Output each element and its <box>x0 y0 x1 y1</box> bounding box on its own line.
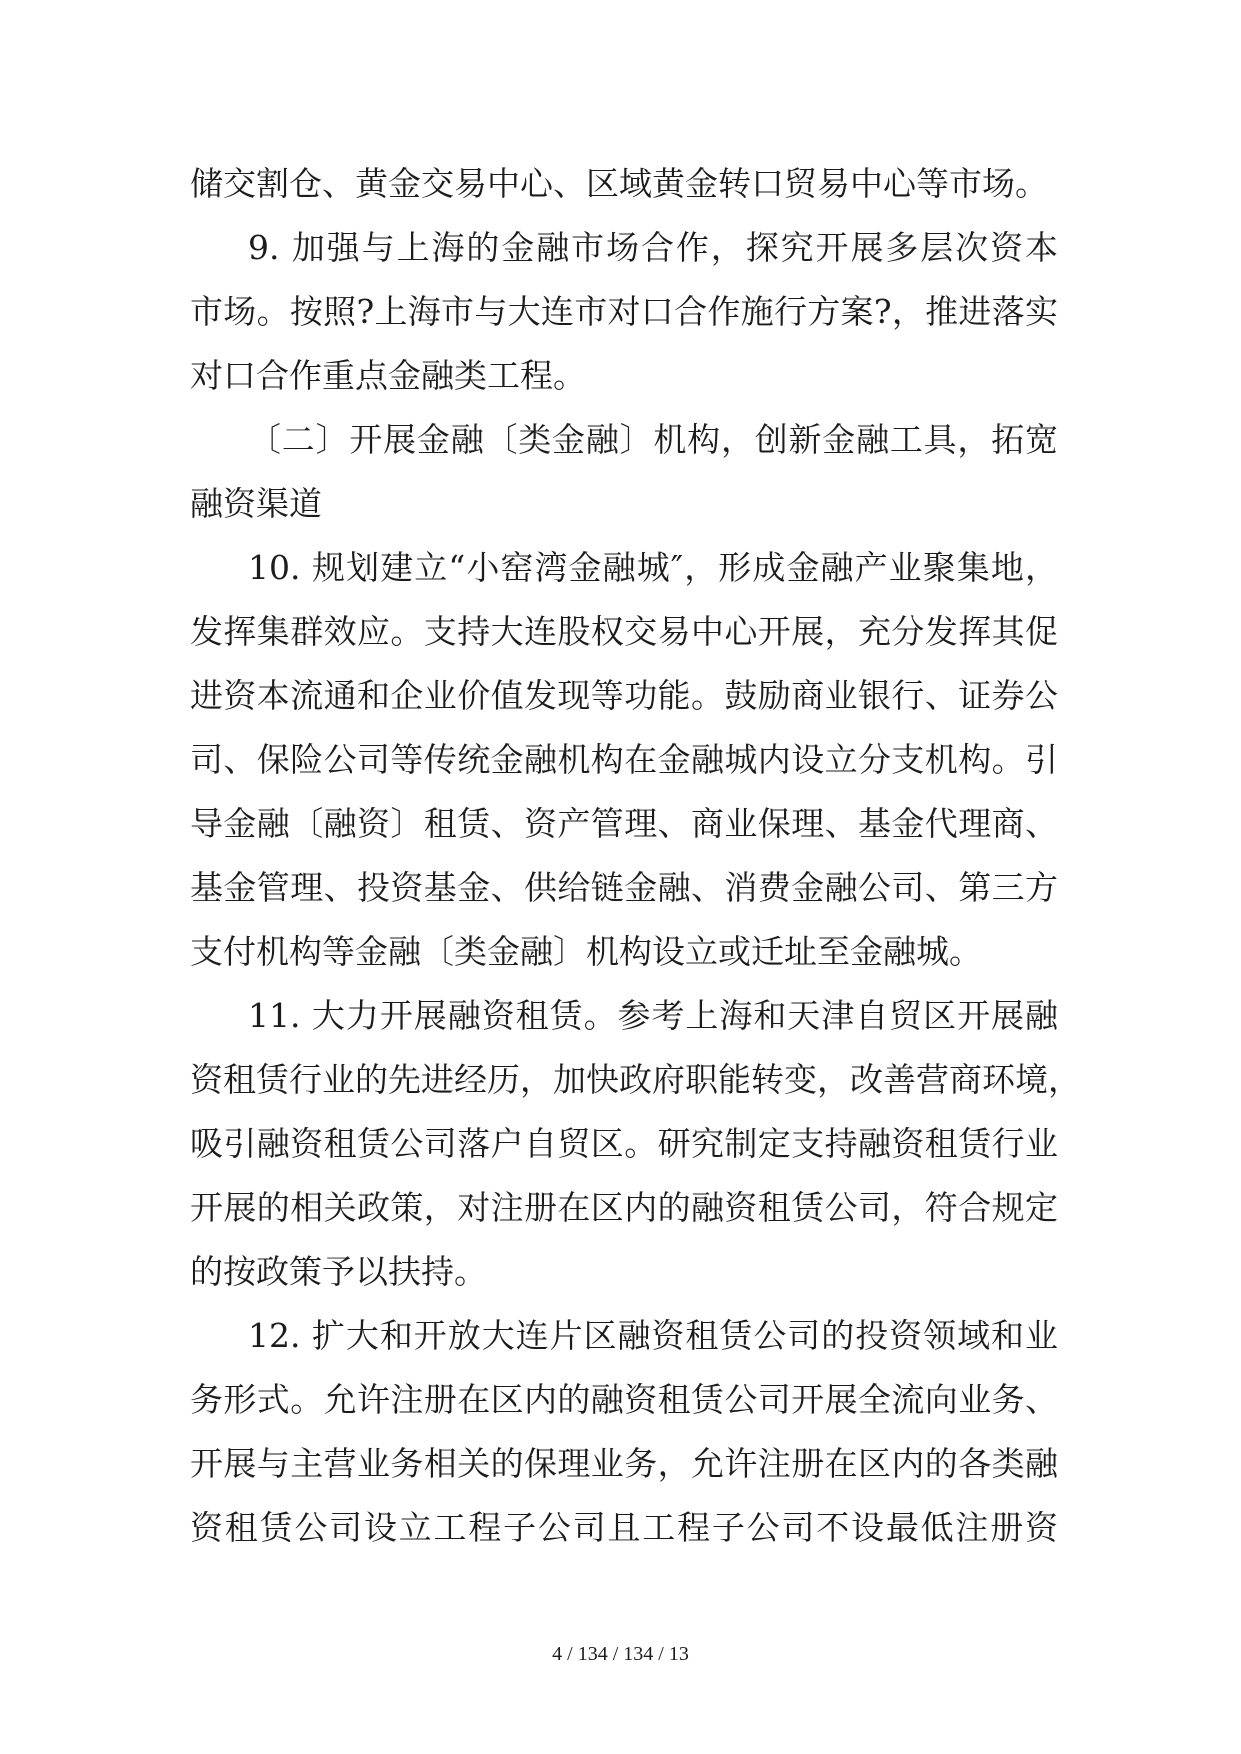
text-line: 的按政策予以扶持。 <box>190 1252 487 1291</box>
text-line: 吸引融资租赁公司落户自贸区。研究制定支持融资租赁行业 <box>190 1124 1058 1163</box>
text-line: 务形式。允许注册在区内的融资租赁公司开展全流向业务、 <box>190 1380 1058 1419</box>
text-line: 资租赁公司设立工程子公司且工程子公司不设最低注册资 <box>190 1508 1058 1547</box>
text-line: 融资渠道 <box>190 484 322 523</box>
text-line: 开展与主营业务相关的保理业务，允许注册在区内的各类融 <box>190 1444 1058 1483</box>
text-line: 11. 大力开展融资租赁。参考上海和天津自贸区开展融 <box>248 996 1058 1035</box>
text-line: 12. 扩大和开放大连片区融资租赁公司的投资领域和业 <box>248 1316 1058 1355</box>
document-body <box>190 152 1081 1560</box>
text-line: 〔二〕开展金融〔类金融〕机构，创新金融工具，拓宽 <box>248 420 1058 459</box>
text-line: 发挥集群效应。支持大连股权交易中心开展，充分发挥其促 <box>190 612 1058 651</box>
text-line: 基金管理、投资基金、供给链金融、消费金融公司、第三方 <box>190 868 1058 907</box>
text-line: 导金融〔融资〕租赁、资产管理、商业保理、基金代理商、 <box>190 804 1058 843</box>
text-line: 10. 规划建立“小窑湾金融城″，形成金融产业聚集地， <box>248 548 1058 587</box>
text-line: 9. 加强与上海的金融市场合作，探究开展多层次资本 <box>248 228 1058 267</box>
text-line: 资租赁行业的先进经历，加快政府职能转变，改善营商环境， <box>190 1060 1081 1099</box>
text-line: 进资本流通和企业价值发现等功能。鼓励商业银行、证券公 <box>190 676 1058 715</box>
page-number: 4 / 134 / 134 / 13 <box>552 1643 689 1665</box>
text-line: 对口合作重点金融类工程。 <box>190 356 586 395</box>
text-line: 开展的相关政策，对注册在区内的融资租赁公司，符合规定 <box>190 1188 1058 1227</box>
text-line: 储交割仓、黄金交易中心、区域黄金转口贸易中心等市场。 <box>190 164 1048 203</box>
text-line: 市场。按照?上海市与大连市对口合作施行方案?，推进落实 <box>190 292 1058 331</box>
text-line: 司、保险公司等传统金融机构在金融城内设立分支机构。引 <box>190 740 1058 779</box>
text-line: 支付机构等金融〔类金融〕机构设立或迁址至金融城。 <box>190 932 982 971</box>
